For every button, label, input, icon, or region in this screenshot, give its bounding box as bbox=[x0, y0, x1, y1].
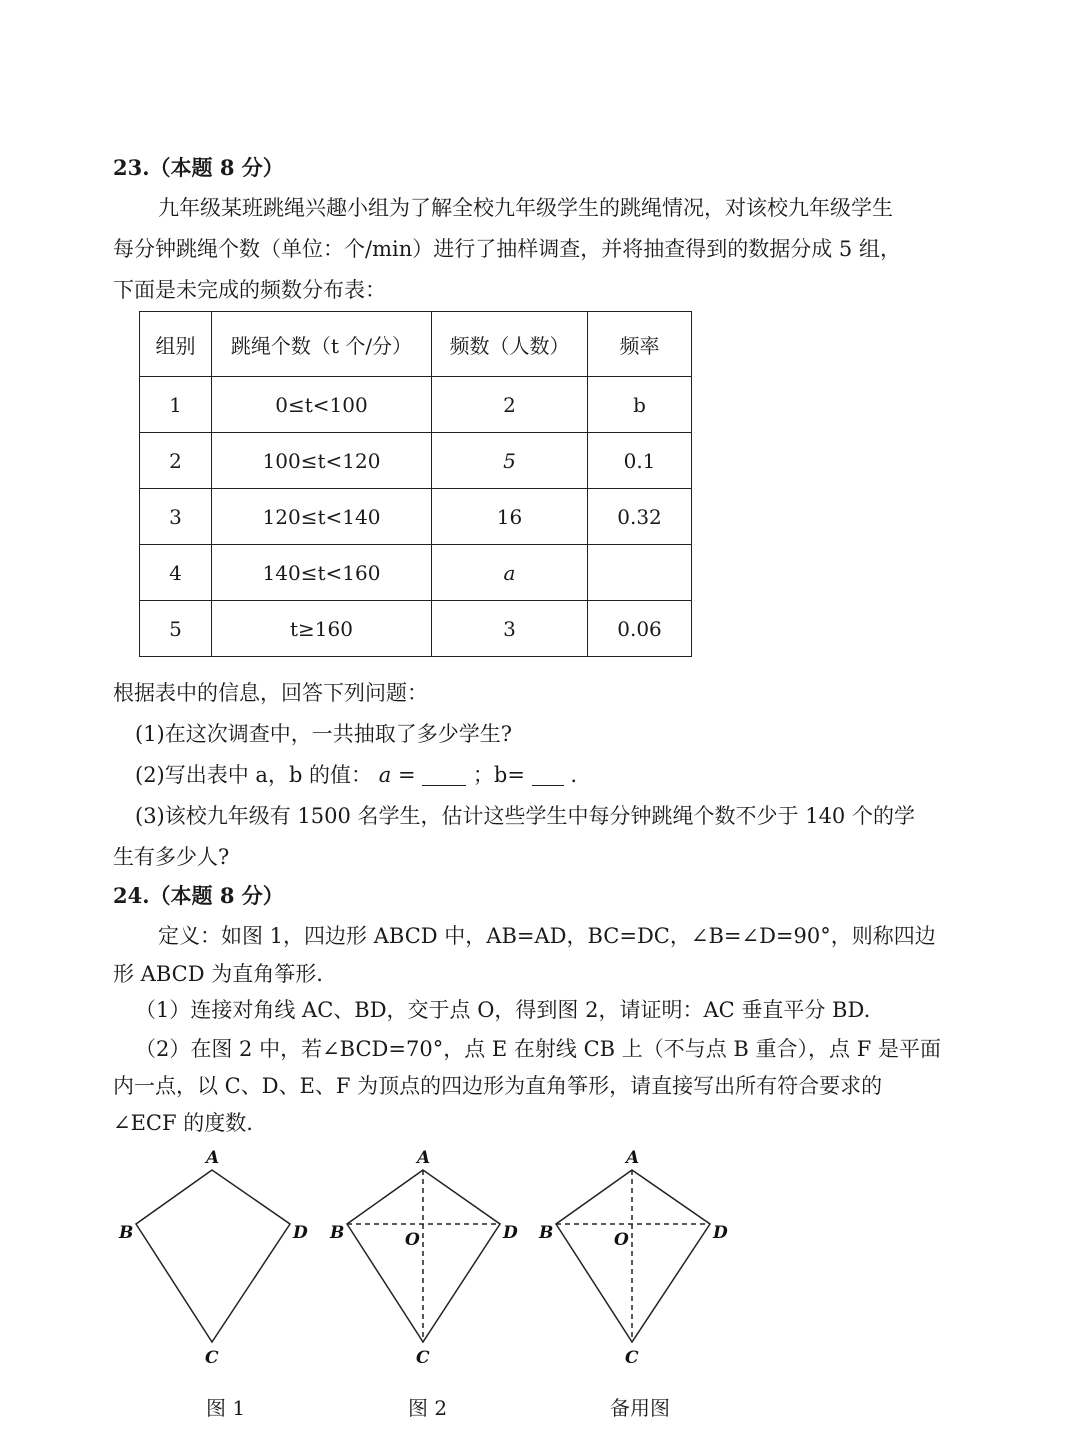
table-header-cell: 组别 bbox=[140, 312, 212, 377]
q24-part-2-line-1: （2）在图 2 中，若∠BCD=70°，点 E 在射线 CB 上（不与点 B 重合），点 F 是平面 bbox=[135, 1037, 941, 1061]
table-cell: 140≤t<160 bbox=[212, 545, 432, 601]
question-2-end: . bbox=[570, 763, 578, 787]
q23-intro-line-2: 每分钟跳绳个数（单位：个/min）进行了抽样调查，并将抽查得到的数据分成 5 组， bbox=[113, 237, 901, 261]
vertex-label-c: C bbox=[625, 1348, 639, 1368]
q24-heading: 24.（本题 8 分） bbox=[113, 883, 284, 908]
table-cell: a bbox=[432, 545, 588, 601]
kite-outline bbox=[556, 1170, 710, 1342]
q24-definition-line-1: 定义：如图 1，四边形 ABCD 中，AB=AD，BC=DC，∠B=∠D=90°，则称四边 bbox=[158, 924, 936, 948]
vertex-label-a: A bbox=[626, 1148, 640, 1168]
vertex-label-o: O bbox=[405, 1230, 420, 1250]
answer-b-label: ；b= bbox=[472, 763, 525, 787]
vertex-label-c: C bbox=[416, 1348, 430, 1368]
q23-heading: 23.（本题 8 分） bbox=[113, 155, 284, 180]
q23-prompt: 根据表中的信息，回答下列问题： bbox=[113, 681, 428, 705]
vertex-label-d: D bbox=[713, 1223, 728, 1243]
table-cell: 0.1 bbox=[588, 433, 692, 489]
answer-a-label: a = bbox=[378, 763, 416, 787]
figure-1-kite bbox=[136, 1170, 290, 1342]
table-cell: 3 bbox=[140, 489, 212, 545]
table-cell: 4 bbox=[140, 545, 212, 601]
vertex-label-a: A bbox=[417, 1148, 431, 1168]
vertex-label-b: B bbox=[330, 1223, 345, 1243]
table-header-cell: 频数（人数） bbox=[432, 312, 588, 377]
table-cell: b bbox=[588, 377, 692, 433]
table-cell: 0.06 bbox=[588, 601, 692, 657]
figure-2-caption: 图 2 bbox=[408, 1396, 448, 1420]
vertex-label-b: B bbox=[119, 1223, 134, 1243]
vertex-label-c: C bbox=[205, 1348, 219, 1368]
table-cell: 2 bbox=[140, 433, 212, 489]
vertex-label-d: D bbox=[503, 1223, 518, 1243]
kite-outline bbox=[136, 1170, 290, 1342]
table-cell: 0≤t<100 bbox=[212, 377, 432, 433]
q23-question-2-text: (2)写出表中 a，b 的值： bbox=[135, 763, 373, 787]
q24-definition-line-2: 形 ABCD 为直角筝形. bbox=[113, 962, 323, 986]
table-cell: t≥160 bbox=[212, 601, 432, 657]
table-cell: 100≤t<120 bbox=[212, 433, 432, 489]
table-cell: 1 bbox=[140, 377, 212, 433]
q23-question-1: (1)在这次调查中，一共抽取了多少学生? bbox=[135, 722, 513, 746]
table-header-cell: 频率 bbox=[588, 312, 692, 377]
table-cell: 120≤t<140 bbox=[212, 489, 432, 545]
q24-part-1: （1）连接对角线 AC、BD，交于点 O，得到图 2，请证明：AC 垂直平分 BD. bbox=[135, 998, 871, 1022]
table-cell: 2 bbox=[432, 377, 588, 433]
q24-part-2-line-3: ∠ECF 的度数. bbox=[113, 1111, 253, 1135]
q23-question-3-line-1: (3)该校九年级有 1500 名学生，估计这些学生中每分钟跳绳个数不少于 140 个的学 bbox=[135, 804, 915, 828]
vertex-label-b: B bbox=[539, 1223, 554, 1243]
figure-2-kite bbox=[347, 1170, 500, 1342]
q23-question-3-line-2: 生有多少人? bbox=[113, 845, 230, 869]
vertex-label-o: O bbox=[614, 1230, 629, 1250]
q23-intro-line-3: 下面是未完成的频数分布表： bbox=[113, 278, 386, 302]
table-cell: 3 bbox=[432, 601, 588, 657]
q24-part-2-line-2: 内一点，以 C、D、E、F 为顶点的四边形为直角筝形，请直接写出所有符合要求的 bbox=[113, 1074, 883, 1098]
spare-figure-caption: 备用图 bbox=[610, 1396, 670, 1420]
spare-figure-kite bbox=[556, 1170, 710, 1342]
table-cell: 5 bbox=[140, 601, 212, 657]
table-cell: 0.32 bbox=[588, 489, 692, 545]
table-header-cell: 跳绳个数（t 个/分） bbox=[212, 312, 432, 377]
vertex-label-a: A bbox=[206, 1148, 220, 1168]
q23-intro-line-1: 九年级某班跳绳兴趣小组为了解全校九年级学生的跳绳情况，对该校九年级学生 bbox=[158, 196, 893, 220]
table-cell: 5 bbox=[432, 433, 588, 489]
vertex-label-d: D bbox=[293, 1223, 308, 1243]
figure-1-caption: 图 1 bbox=[206, 1396, 246, 1420]
table-cell: 16 bbox=[432, 489, 588, 545]
